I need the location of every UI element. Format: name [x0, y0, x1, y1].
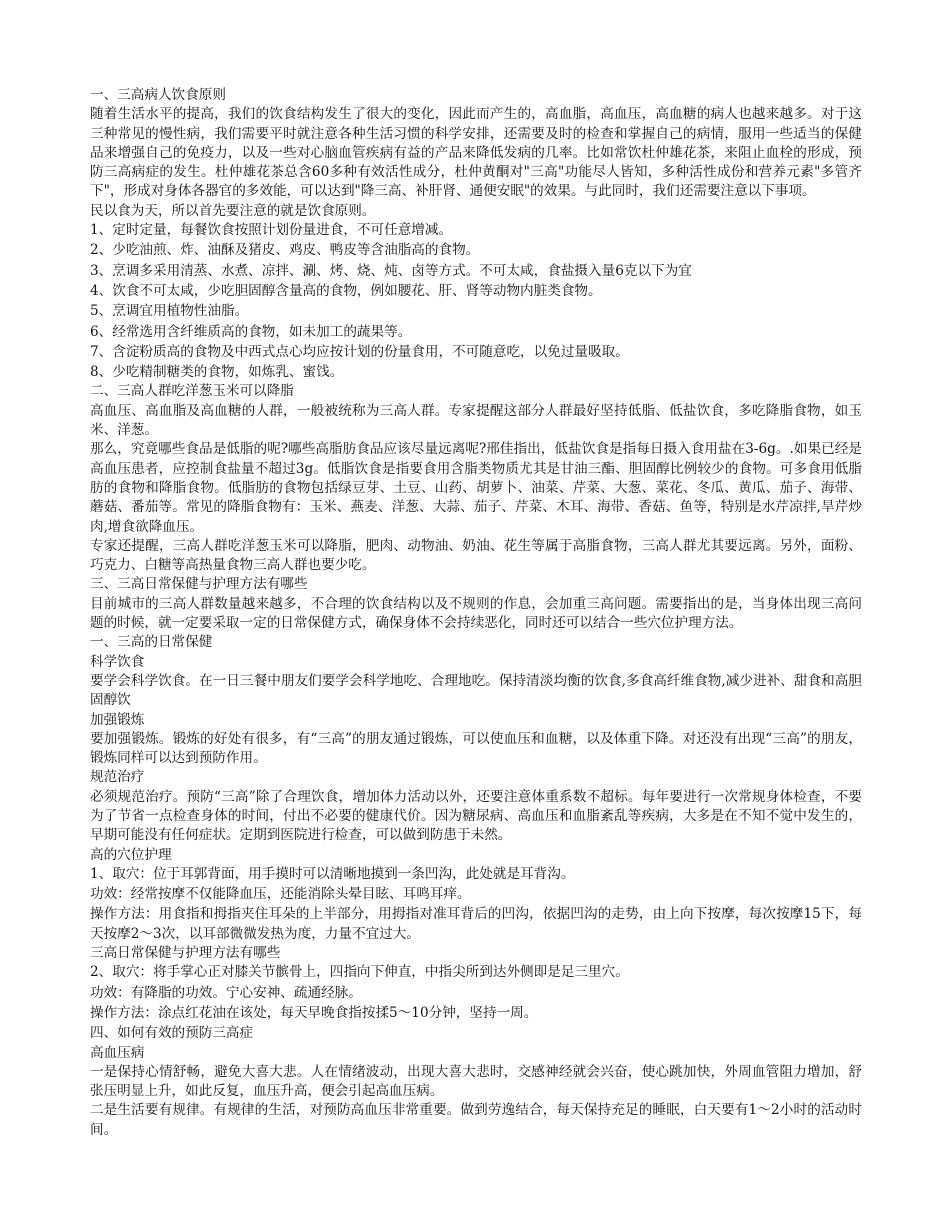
subheading-exercise: 加强锻炼 [90, 711, 145, 728]
subheading-hypertension: 高血压病 [90, 1044, 145, 1061]
list-item: 5、烹调宜用植物性油脂。 [90, 303, 249, 320]
acupoint-effect: 功效：有降脂的功效。宁心安神、疏通经脉。 [90, 984, 362, 1001]
list-item: 2、少吃油煎、炸、油酥及猪皮、鸡皮、鸭皮等含油脂高的食物。 [90, 242, 480, 259]
paragraph: 二是生活要有规律。有规律的生活，对预防高血压非常重要。做到劳逸结合，每天保持充足的睡眠，白天要有1～2小时的活动时间。 [90, 1102, 862, 1138]
paragraph: 民以食为天，所以首先要注意的就是饮食原则。 [90, 202, 376, 219]
paragraph: 要学会科学饮食。在一日三餐中朋友们要学会科学地吃、合理地吃。保持清淡均衡的饮食,多食高纤维食物,减少进补、甜食和高胆固醇饮 [90, 672, 862, 709]
subheading-daily-care: 一、三高的日常保健 [90, 634, 213, 651]
paragraph: 一是保持心情舒畅，避免大喜大悲。人在情绪波动，出现大喜大悲时，交感神经就会兴奋，使心跳加快，外周血管阻力增加，舒张压明显上升，如此反复，血压升高，便会引起高血压病。 [90, 1063, 862, 1100]
heading-daily-care: 三、三高日常保健与护理方法有哪些 [90, 576, 308, 593]
heading-onion-corn: 二、三高人群吃洋葱玉米可以降脂 [90, 383, 294, 400]
subheading-repeat-title: 三高日常保健与护理方法有哪些 [90, 945, 281, 962]
subheading-scientific-diet: 科学饮食 [90, 653, 145, 670]
acupoint-item: 2、取穴：将手掌心正对膝关节髌骨上，四指向下伸直，中指尖所到达外侧即是足三里穴。 [90, 964, 629, 981]
list-item: 6、经常选用含纤维质高的食物，如未加工的蔬果等。 [90, 323, 412, 340]
paragraph: 必须规范治疗。预防“三高”除了合理饮食，增加体力活动以外，还要注意体重系数不超标。每年要进行一次常规身体检查，不要为了节省一点检查身体的时间，付出不必要的健康代价。因为糖尿病、高血压和血脂紊乱等疾病，大多是在不知不觉中发生的，早期可能没有任何症状。定期到医院进行检查，可以做到防患于未然。 [90, 788, 862, 844]
subheading-acupoint-care: 高的穴位护理 [90, 846, 172, 863]
list-item: 4、饮食不可太咸，少吃胆固醇含量高的食物，例如腰花、肝、肾等动物内脏类食物。 [90, 282, 602, 299]
heading-prevention: 四、如何有效的预防三高症 [90, 1025, 254, 1042]
document-body [90, 86, 862, 1140]
list-item: 7、含淀粉质高的食物及中西式点心均应按计划的份量食用，不可随意吃，以免过量吸取。 [90, 343, 629, 360]
acupoint-item: 1、取穴：位于耳郭背面，用手摸时可以清晰地摸到一条凹沟，此处就是耳背沟。 [90, 865, 575, 882]
list-item: 3、烹调多采用清蒸、水煮、凉拌、涮、烤、烧、炖、卤等方式。不可太咸，食盐摄入量6克以下为宜 [90, 262, 692, 279]
list-item: 8、少吃精制糖类的食物，如炼乳、蜜饯。 [90, 364, 344, 381]
paragraph: 专家还提醒，三高人群吃洋葱玉米可以降脂，肥肉、动物油、奶油、花生等属于高脂食物，三高人群尤其要远离。另外，面粉、巧克力、白糖等高热量食物三高人群也要少吃。 [90, 537, 862, 574]
subheading-standard-treatment: 规范治疗 [90, 769, 145, 786]
paragraph: 要加强锻炼。锻炼的好处有很多，有“三高”的朋友通过锻炼，可以使血压和血糖，以及体重下降。对还没有出现“三高”的朋友，锻炼同样可以达到预防作用。 [90, 730, 862, 767]
acupoint-method: 操作方法：用食指和拇指夹住耳朵的上半部分，用拇指对准耳背后的凹沟，依据凹沟的走势，由上向下按摩，每次按摩15下，每天按摩2～3次，以耳部微微发热为度，力量不宜过大。 [90, 906, 862, 942]
acupoint-effect: 功效：经常按摩不仅能降血压，还能消除头晕目眩、耳鸣耳痒。 [90, 886, 471, 903]
list-item: 1、定时定量，每餐饮食按照计划份量进食，不可任意增减。 [90, 222, 453, 239]
paragraph: 那么，究竟哪些食品是低脂的呢?哪些高脂肪食品应该尽量远离呢?邢佳指出，低盐饮食是指每日摄入食用盐在3-6g。.如果已经是高血压患者，应控制食盐量不超过3g。低脂饮食是指要食用含脂类物质尤其是甘油三酯、胆固醇比例较少的食物。可多食用低脂肪的食物和降脂食物。低脂肪的食物包括绿豆芽、土豆、山药、胡萝卜、油菜、芹菜、大葱、菜花、冬瓜、黄瓜、茄子、海带、蘑菇、番茄等。常见的降脂食物有：玉米、燕麦、洋葱、大蒜、茄子、芹菜、木耳、海带、香菇、鱼等，特别是水芹凉拌,旱芹炒肉,增食欲降血压。 [90, 441, 862, 535]
acupoint-method: 操作方法：涂点红花油在该处，每天早晚食指按揉5～10分钟，坚持一周。 [90, 1004, 538, 1021]
paragraph: 随着生活水平的提高，我们的饮食结构发生了很大的变化，因此而产生的，高血脂，高血压，高血糖的病人也越来越多。对于这三种常见的慢性病，我们需要平时就注意各种生活习惯的科学安排，还需要及时的检查和掌握自己的病情，服用一些适当的保健品来增强自己的免疫力，以及一些对心脑血管疾病有益的产品来降低发病的几率。比如常饮杜仲雄花茶，来阻止血栓的形成，预防三高病症的发生。杜仲雄花茶总含60多种有效活性成分，杜仲黄酮对"三高"功能尽人皆知，多种活性成份和营养元素"多管齐下"，形成对身体各器官的多效能，可以达到"降三高、补肝肾、通便安眠"的效果。与此同时，我们还需要注意以下事项。 [90, 106, 862, 200]
paragraph: 目前城市的三高人群数量越来越多，不合理的饮食结构以及不规则的作息，会加重三高问题。需要指出的是，当身体出现三高问题的时候，就一定要采取一定的日常保健方式，确保身体不会持续恶化，同时还可以结合一些穴位护理方法。 [90, 595, 862, 632]
paragraph: 高血压、高血脂及高血糖的人群，一般被统称为三高人群。专家提醒这部分人群最好坚持低脂、低盐饮食，多吃降脂食物，如玉米、洋葱。 [90, 402, 862, 439]
heading-diet-principles: 一、三高病人饮食原则 [90, 87, 226, 103]
